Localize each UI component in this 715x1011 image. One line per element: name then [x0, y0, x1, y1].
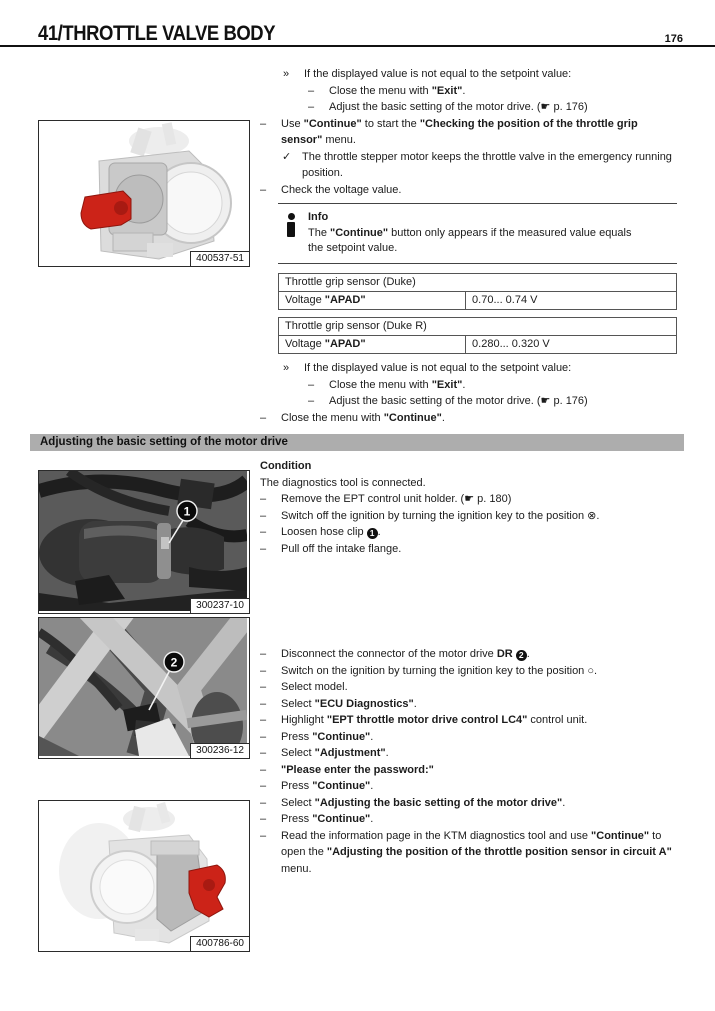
- list-item-text: Adjust the basic setting of the motor drive. (☛ p. 176): [329, 101, 588, 113]
- condition-text: The diagnostics tool is connected.: [260, 476, 426, 489]
- checkmark-icon: ✓: [282, 150, 292, 163]
- list-marker: »: [283, 68, 290, 80]
- list-marker: –: [260, 763, 267, 776]
- list-item: [260, 116, 678, 149]
- step-item: [260, 762, 678, 779]
- header-rule: [0, 45, 715, 47]
- spec-table-duke: [278, 273, 677, 310]
- section-heading: Adjusting the basic setting of the motor drive: [30, 434, 684, 451]
- step-item: [260, 524, 678, 541]
- figure-throttle-body-connector: [38, 800, 250, 952]
- figure-connector-photo: [38, 617, 250, 759]
- condition-label: Condition: [260, 460, 312, 472]
- step-text: Read the information page in the KTM diagnostics tool and use "Continue" to open the "Adjusting the position of the throttle position sensor in circuit A" menu.: [281, 829, 672, 875]
- svg-text:1: 1: [183, 504, 191, 519]
- list-item: [308, 83, 678, 100]
- spec-table-duke-r: [278, 317, 677, 354]
- step-item: [260, 508, 678, 525]
- step-text: "Please enter the password:": [281, 763, 434, 776]
- step-text: Switch on the ignition by turning the ignition key to the position ○.: [281, 664, 598, 677]
- step-item-page-reference: [260, 491, 678, 508]
- figure-hose-clip-photo: [38, 470, 250, 614]
- step-text: Highlight "EPT throttle motor drive control LC4" control unit.: [281, 714, 588, 726]
- step-item: [260, 828, 678, 878]
- step-text: Select "Adjusting the basic setting of the motor drive".: [281, 796, 566, 809]
- step-item: [260, 712, 678, 729]
- figure-caption: 400786-60: [190, 936, 250, 952]
- list-marker: –: [260, 714, 267, 726]
- list-item-text: Close the menu with "Continue".: [281, 411, 445, 424]
- step-text: Remove the EPT control unit holder. (☛ p. 180): [281, 493, 512, 505]
- info-box: [278, 203, 677, 264]
- list-marker: –: [260, 747, 267, 759]
- list-item: [260, 410, 678, 427]
- step-item: [260, 795, 678, 812]
- list-item-result: [282, 149, 678, 182]
- list-item-text: If the displayed value is not equal to the setpoint value:: [304, 362, 572, 374]
- step-item: [260, 745, 678, 762]
- list-marker: –: [260, 183, 267, 196]
- list-item-text: Check the voltage value.: [281, 183, 402, 196]
- list-item-text: Use "Continue" to start the "Checking the position of the throttle grip sensor" menu.: [281, 117, 638, 146]
- step-item: [260, 541, 678, 558]
- list-marker: –: [260, 780, 267, 792]
- list-marker: –: [260, 526, 267, 538]
- step-item: [260, 679, 678, 696]
- step-text: Press "Continue".: [281, 730, 374, 743]
- list-marker: –: [260, 493, 267, 505]
- frame-connector-photo-illustration: [39, 618, 247, 756]
- list-item-page-reference: [308, 393, 678, 410]
- spec-table-title: Throttle grip sensor (Duke): [279, 274, 677, 292]
- step-text: Select model.: [281, 681, 348, 693]
- spec-row-label: Voltage "APAD": [279, 336, 466, 354]
- step-text: Select "ECU Diagnostics".: [281, 697, 417, 710]
- figure-caption: 300237-10: [190, 598, 250, 614]
- list-item-text: Close the menu with "Exit".: [329, 378, 466, 391]
- figure-throttle-body-sensor: [38, 120, 250, 267]
- list-marker: –: [308, 101, 315, 113]
- list-marker: –: [308, 395, 315, 407]
- list-item: [283, 66, 678, 83]
- list-item: [283, 360, 678, 377]
- step-item: [260, 696, 678, 713]
- throttle-body-connector-illustration: [39, 801, 247, 949]
- spec-row-value: 0.70... 0.74 V: [466, 292, 677, 310]
- step-item: [260, 646, 678, 663]
- page-number: 176: [664, 33, 683, 45]
- step-item: [260, 811, 678, 828]
- page-title: 41/THROTTLE VALVE BODY: [38, 22, 276, 45]
- list-marker: –: [260, 697, 267, 710]
- list-marker: –: [260, 117, 267, 130]
- list-marker: –: [260, 730, 267, 743]
- list-marker: –: [260, 411, 267, 424]
- list-marker: –: [260, 829, 267, 842]
- red-sensor-highlight: [81, 191, 131, 229]
- figure-caption: 300236-12: [190, 743, 250, 759]
- spec-row-label: Voltage "APAD": [279, 292, 466, 310]
- throttle-body-illustration: [39, 121, 247, 264]
- list-marker: –: [308, 378, 315, 391]
- step-text: Disconnect the connector of the motor drive DR 2 .: [281, 648, 530, 660]
- step-item: [260, 729, 678, 746]
- list-marker: »: [283, 362, 290, 374]
- spec-row-value: 0.280... 0.320 V: [466, 336, 677, 354]
- step-item: [260, 778, 678, 795]
- step-text: Select "Adjustment".: [281, 747, 389, 759]
- step-text: Press "Continue".: [281, 813, 374, 825]
- list-marker: –: [260, 664, 267, 677]
- list-item-text: If the displayed value is not equal to the setpoint value:: [304, 68, 572, 80]
- list-marker: –: [260, 542, 267, 555]
- list-item-text: The throttle stepper motor keeps the throttle valve in the emergency running position.: [302, 150, 672, 179]
- info-box-text: The "Continue" button only appears if the measured value equals the setpoint value.: [308, 227, 632, 254]
- spec-table-title: Throttle grip sensor (Duke R): [279, 318, 677, 336]
- step-text: Loosen hose clip 1 .: [281, 526, 381, 538]
- list-marker: –: [260, 796, 267, 809]
- svg-text:2: 2: [170, 655, 178, 670]
- step-text: Pull off the intake flange.: [281, 542, 402, 555]
- info-icon: [278, 210, 308, 256]
- list-item: [308, 377, 678, 394]
- list-marker: –: [260, 813, 267, 825]
- info-box-label: Info: [308, 211, 329, 223]
- info-box-body: [308, 210, 677, 256]
- step-text: Switch off the ignition by turning the ignition key to the position ⊗.: [281, 509, 600, 522]
- list-item-page-reference: [308, 99, 678, 116]
- list-item-text: Adjust the basic setting of the motor drive. (☛ p. 176): [329, 395, 588, 407]
- list-marker: –: [260, 681, 267, 693]
- figure-caption: 400537-51: [190, 251, 250, 267]
- list-marker: –: [260, 648, 267, 660]
- list-marker: –: [308, 84, 315, 97]
- hose-clip-photo-illustration: [39, 471, 247, 611]
- list-marker: –: [260, 509, 267, 522]
- list-item: [260, 182, 678, 199]
- list-item-text: Close the menu with "Exit".: [329, 84, 466, 97]
- step-item: [260, 663, 678, 680]
- step-text: Press "Continue".: [281, 780, 374, 792]
